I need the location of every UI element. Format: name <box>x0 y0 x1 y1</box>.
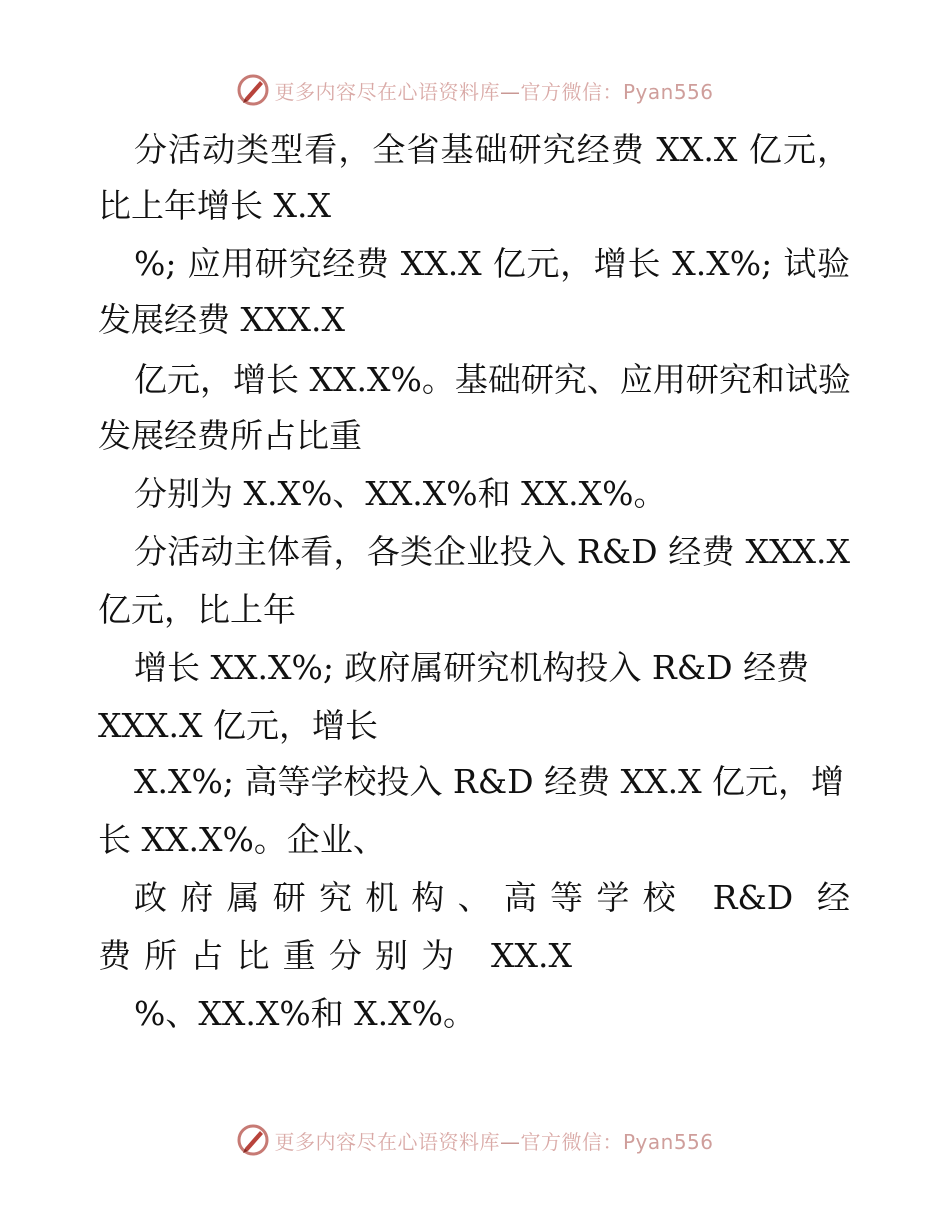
header-banner <box>0 70 950 110</box>
paragraph-5-line-1: 分活动主体看，各类企业投入 R&D 经费 XXX.X <box>134 532 850 571</box>
banner-text <box>274 1126 713 1155</box>
pen-logo-icon <box>236 73 270 107</box>
banner-separator: — <box>499 1129 521 1154</box>
banner-separator: — <box>499 79 521 104</box>
paragraph-3-line-2: 发展经费所占比重 <box>98 416 362 455</box>
paragraph-6-line-1: 增长 XX.X%; 政府属研究机构投入 R&D 经费 <box>134 648 810 687</box>
paragraph-3-line-1: 亿元，增长 XX.X%。基础研究、应用研究和试验 <box>134 360 851 399</box>
paragraph-8-line-1: 政府属研究机构、高等学校 R&D 经 <box>134 878 850 917</box>
paragraph-8-line-2: 费所占比重分别为 XX.X <box>98 936 572 975</box>
paragraph-1-line-2: 比上年增长 X.X <box>98 186 331 225</box>
paragraph-2-line-2: 发展经费 XXX.X <box>98 300 345 339</box>
banner-wechat-id: Pyan556 <box>622 1129 714 1154</box>
paragraph-2-line-1: %; 应用研究经费 XX.X 亿元，增长 X.X%; 试验 <box>134 244 850 283</box>
banner-text <box>274 76 713 105</box>
banner-title: 更多内容尽在心语资料库 <box>274 1129 500 1154</box>
paragraph-1-line-1: 分活动类型看，全省基础研究经费 XX.X 亿元， <box>134 130 850 169</box>
pen-logo-icon <box>236 1123 270 1157</box>
banner-title: 更多内容尽在心语资料库 <box>274 79 500 104</box>
paragraph-6-line-2: XXX.X 亿元，增长 <box>98 706 378 745</box>
banner-wechat-label: 官方微信： <box>520 1129 623 1154</box>
paragraph-7-line-1: X.X%; 高等学校投入 R&D 经费 XX.X 亿元，增 <box>134 762 845 801</box>
footer-banner <box>0 1120 950 1160</box>
paragraph-9-line-1: %、XX.X%和 X.X%。 <box>134 994 477 1033</box>
banner-wechat-id: Pyan556 <box>622 79 714 104</box>
paragraph-4-line-1: 分别为 X.X%、XX.X%和 XX.X%。 <box>134 474 667 513</box>
paragraph-7-line-2: 长 XX.X%。企业、 <box>98 820 386 859</box>
banner-wechat-label: 官方微信： <box>520 79 623 104</box>
paragraph-5-line-2: 亿元，比上年 <box>98 590 296 629</box>
header-banner-inner <box>236 73 713 107</box>
footer-banner-inner <box>236 1123 713 1157</box>
